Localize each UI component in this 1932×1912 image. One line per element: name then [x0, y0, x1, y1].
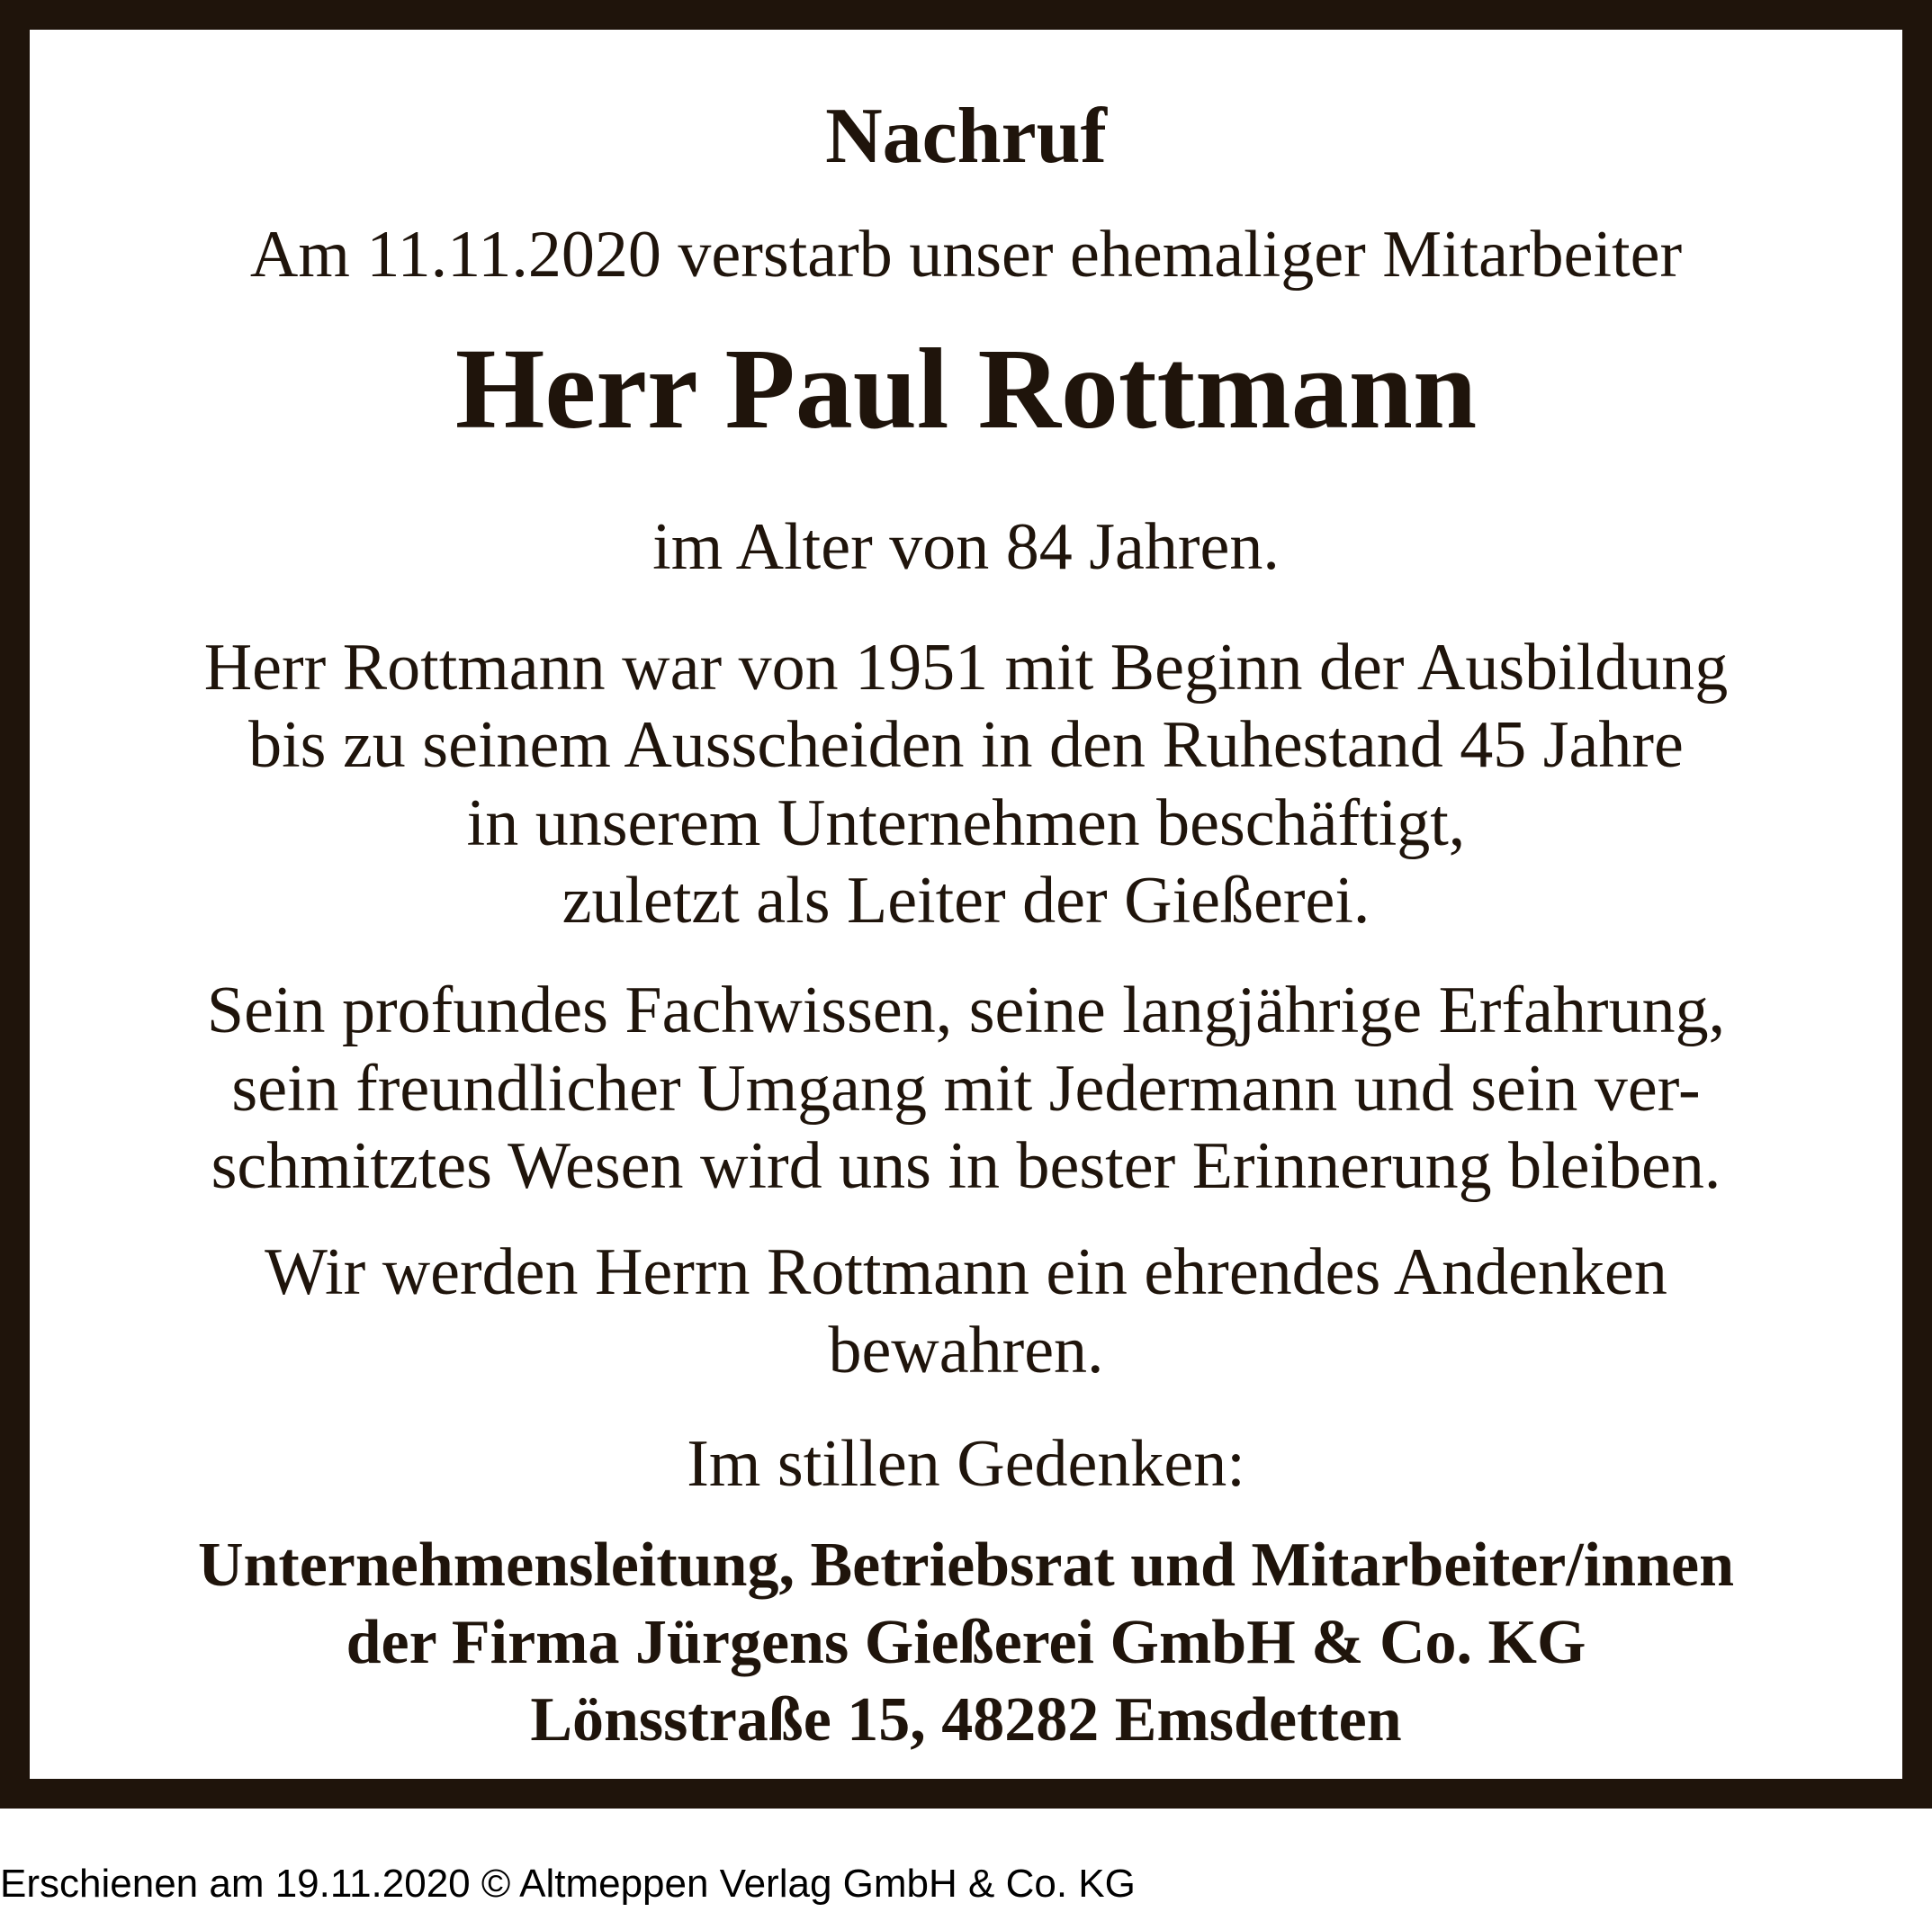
remembrance-line: bewahren. — [828, 1314, 1104, 1387]
career-line: zuletzt als Leiter der Gießerei. — [562, 864, 1370, 938]
closing-line: Im stillen Gedenken: — [687, 1427, 1245, 1501]
publication-footer: Erschienen am 19.11.2020 © Altmeppen Verlag GmbH & Co. KG — [0, 1862, 1136, 1906]
signature-line: der Firma Jürgens Gießerei GmbH & Co. KG — [346, 1608, 1586, 1677]
age-line: im Alter von 84 Jahren. — [652, 510, 1280, 584]
career-line: bis zu seinem Ausscheiden in den Ruhestand 45 Jahre — [248, 708, 1684, 782]
signature-line: Unternehmensleitung, Betriebsrat und Mitarbeiter/innen — [197, 1530, 1735, 1600]
notice-title: Nachruf — [825, 93, 1107, 180]
career-line: in unserem Unternehmen beschäftigt, — [466, 786, 1466, 860]
tribute-line: schmitztes Wesen wird uns in bester Erinnerung bleiben. — [211, 1129, 1721, 1203]
notice-intro: Am 11.11.2020 verstarb unser ehemaliger Mitarbeiter — [249, 218, 1683, 292]
tribute-line: sein freundlicher Umgang mit Jedermann und sein ver- — [231, 1052, 1701, 1126]
signature-line: Lönsstraße 15, 48282 Emsdetten — [530, 1685, 1402, 1755]
career-line: Herr Rottmann war von 1951 mit Beginn der Ausbildung — [203, 631, 1729, 705]
tribute-line: Sein profundes Fachwissen, seine langjährige Erfahrung, — [206, 974, 1726, 1047]
deceased-name: Herr Paul Rottmann — [454, 325, 1478, 453]
remembrance-line: Wir werden Herrn Rottmann ein ehrendes Andenken — [265, 1235, 1667, 1309]
